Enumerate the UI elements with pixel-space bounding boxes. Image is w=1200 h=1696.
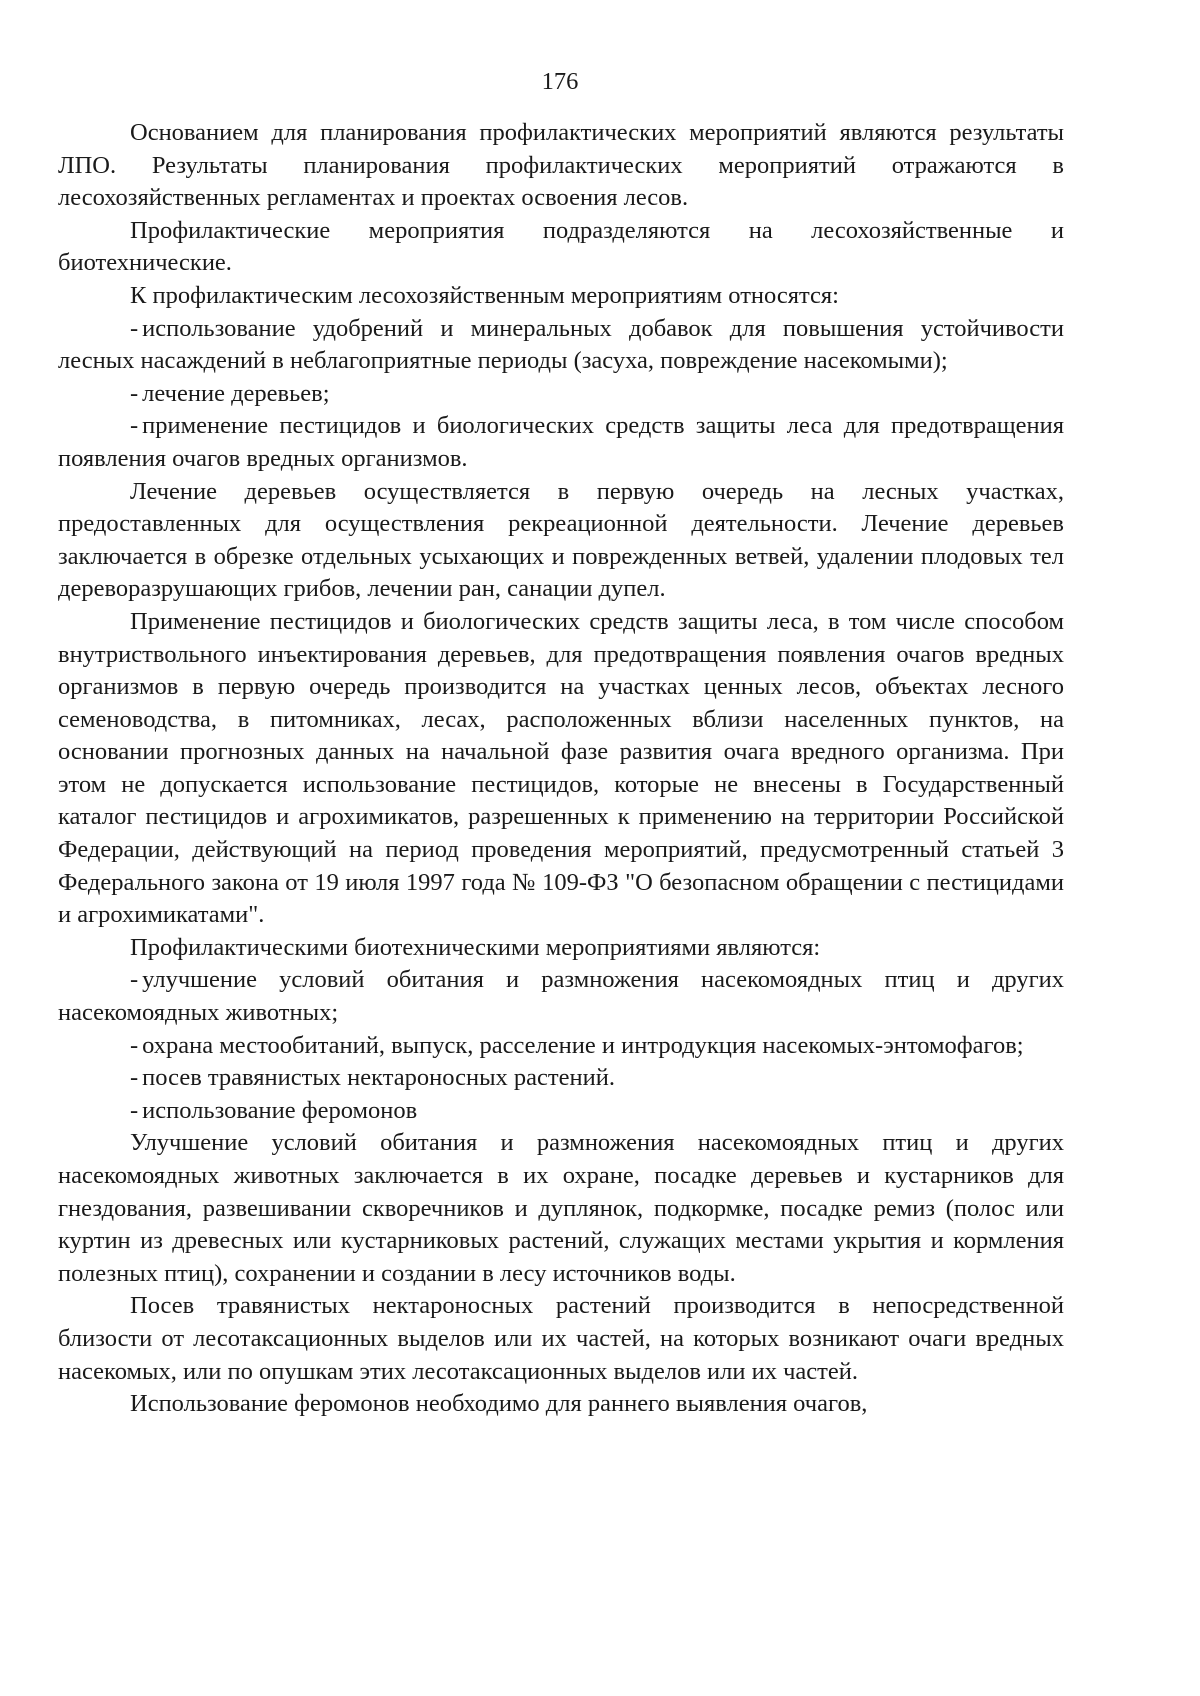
list-item bbox=[58, 1095, 1064, 1128]
dash-marker: - bbox=[130, 314, 139, 342]
list-item-text: лечение деревьев; bbox=[142, 379, 330, 407]
list-item bbox=[58, 1062, 1064, 1095]
dash-marker: - bbox=[130, 1064, 139, 1092]
paragraph: Применение пестицидов и биологических средств защиты леса, в том числе способом внутриствольного инъектирования деревьев, для предотвращения появления очагов вредных организмов в первую очередь производится на участках ценных лесов, объектах лесного семеноводства, в питомниках, лесах, расположенных вблизи населенных пунктов, на основании прогнозных данных на начальной фазе развития очага вредного организма. При этом не допускается использование пестицидов, которые не внесены в Государственный каталог пестицидов и агрохимикатов, разрешенных к применению на территории Российской Федерации, действующий на период проведения мероприятий, предусмотренный статьей 3 Федерального закона от 19 июля 1997 года № 109-ФЗ "О безопасном обращении с пестицидами и агрохимикатами". bbox=[58, 607, 1064, 929]
list-item bbox=[58, 378, 1064, 411]
paragraph: Профилактические мероприятия подразделяются на лесохозяйственные и биотехнические. bbox=[58, 216, 1064, 277]
list-item bbox=[58, 313, 1064, 378]
biotech-measures-list bbox=[58, 964, 1064, 1127]
dash-marker: - bbox=[130, 1096, 139, 1124]
paragraph: Использование феромонов необходимо для раннего выявления очагов, bbox=[130, 1390, 868, 1418]
list-item bbox=[58, 410, 1064, 475]
paragraph: Улучшение условий обитания и размножения насекомоядных птиц и других насекомоядных животных заключается в их охране, посадке деревьев и кустарников для гнездования, развешивании скворечников и дуплянок, подкормке, посадке ремиз (полос или куртин из древесных или кустарниковых растений, служащих местами укрытия и кормления полезных птиц), сохранении и создании в лесу источников воды. bbox=[58, 1129, 1064, 1287]
list-item-text: охрана местообитаний, выпуск, расселение и интродукция насекомых-энтомофагов; bbox=[142, 1031, 1024, 1059]
list-item-text: использование феромонов bbox=[142, 1096, 418, 1124]
list-item-text: применение пестицидов и биологических средств защиты леса для предотвращения появления очагов вредных организмов. bbox=[58, 412, 1064, 472]
dash-marker: - bbox=[130, 379, 139, 407]
dash-marker: - bbox=[130, 966, 139, 994]
page-number: 176 bbox=[541, 68, 579, 95]
list-item bbox=[58, 1030, 1064, 1063]
paragraph: Лечение деревьев осуществляется в первую очередь на лесных участках, предоставленных для осуществления рекреационной деятельности. Лечение деревьев заключается в обрезке отдельных усыхающих и поврежденных ветвей, удалении плодовых тел дереворазрушающих грибов, лечении ран, санации дупел. bbox=[58, 477, 1064, 603]
list-item-text: посев травянистых нектароносных растений. bbox=[142, 1064, 615, 1092]
list-item-text: использование удобрений и минеральных добавок для повышения устойчивости лесных насаждений в неблагоприятные периоды (засуха, повреждение насекомыми); bbox=[58, 314, 1064, 375]
body-text bbox=[58, 117, 1064, 1421]
list-item bbox=[58, 964, 1064, 1029]
paragraph: К профилактическим лесохозяйственным мероприятиям относятся: bbox=[130, 281, 839, 309]
dash-marker: - bbox=[130, 1031, 139, 1059]
forestry-measures-list bbox=[58, 313, 1064, 476]
paragraph: Посев травянистых нектароносных растений производится в непосредственной близости от лесотаксационных выделов или их частей, на которых возникают очаги вредных насекомых, или по опушкам этих лесотаксационных выделов или их частей. bbox=[58, 1292, 1064, 1385]
dash-marker: - bbox=[130, 412, 139, 440]
list-item-text: улучшение условий обитания и размножения насекомоядных птиц и других насекомоядных животных; bbox=[58, 966, 1064, 1027]
paragraph: Профилактическими биотехническими мероприятиями являются: bbox=[130, 933, 821, 961]
paragraph: Основанием для планирования профилактических мероприятий являются результаты ЛПО. Результаты планирования профилактических мероприятий отражаются в лесохозяйственных регламентах и проектах освоения лесов. bbox=[58, 119, 1064, 212]
